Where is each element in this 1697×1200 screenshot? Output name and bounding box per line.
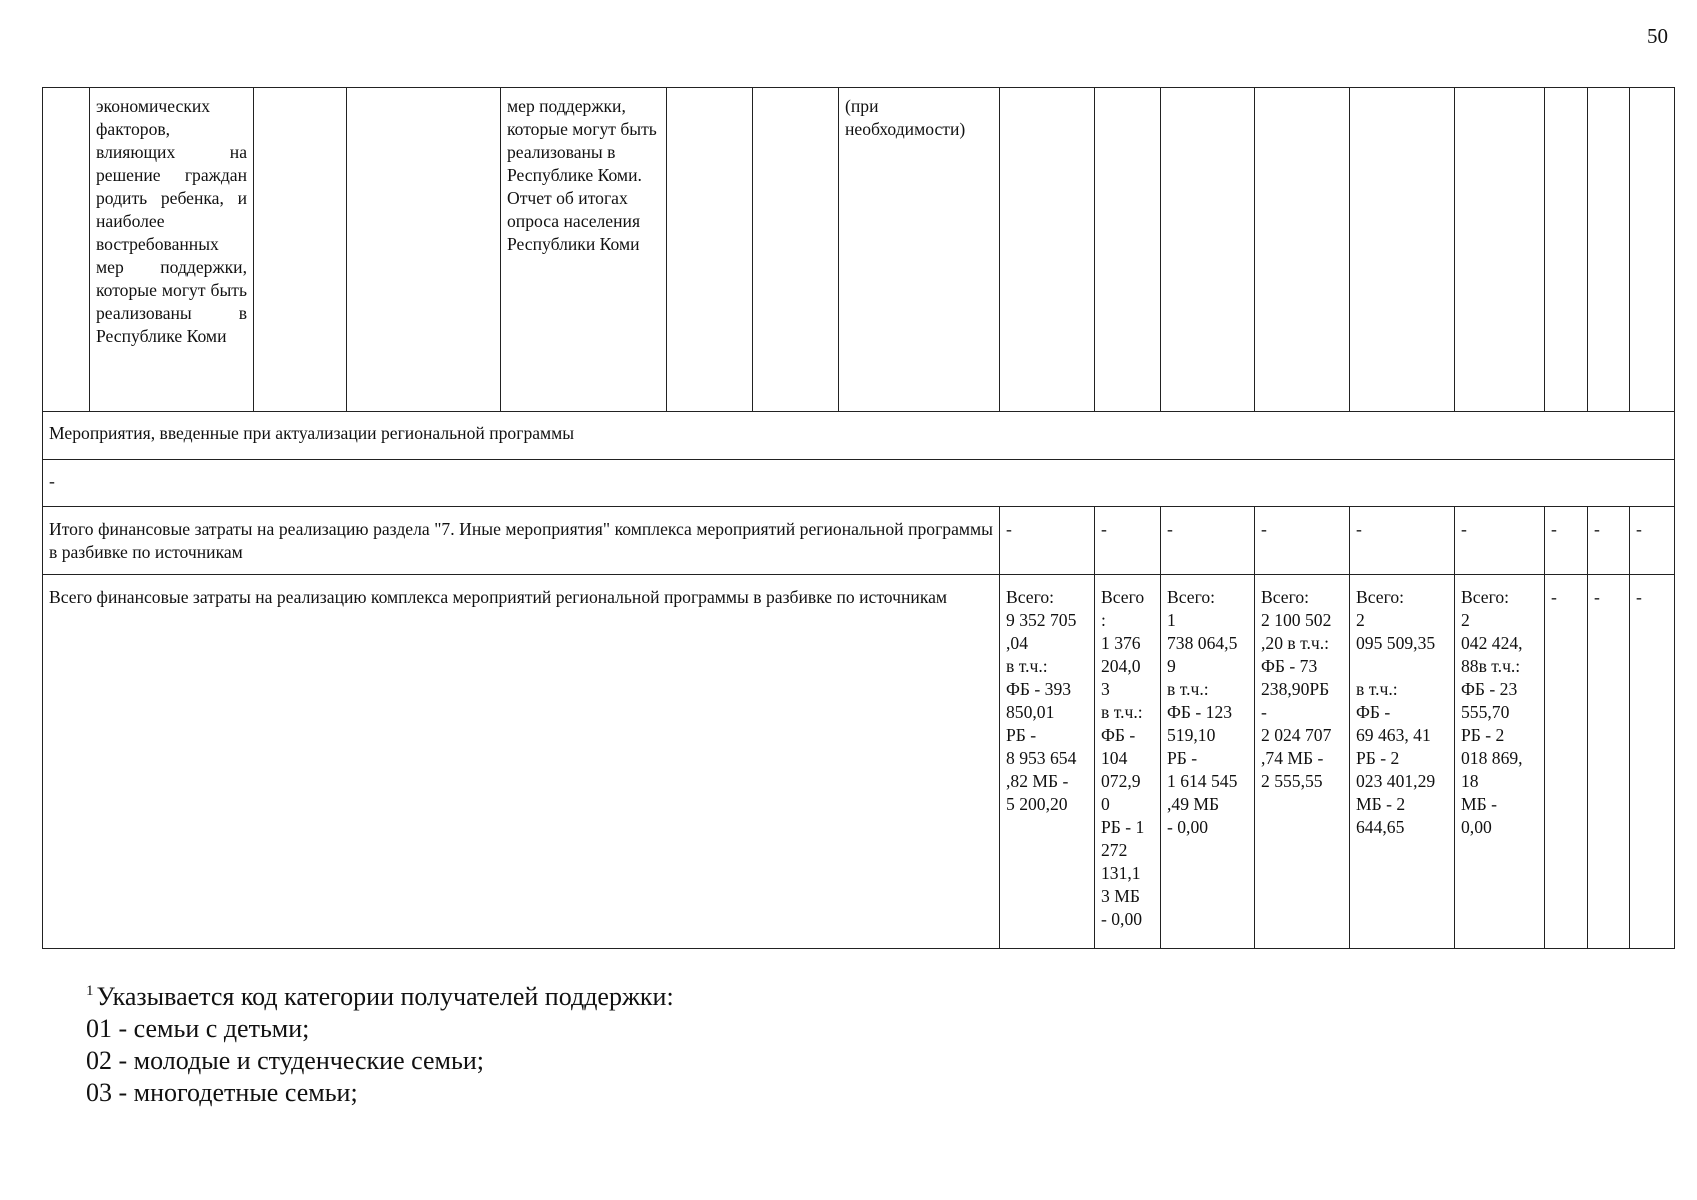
cell-empty [1255, 88, 1350, 412]
table-row-section-heading [43, 412, 1675, 460]
page-number: 50 [1647, 24, 1668, 48]
total-value: - [1545, 575, 1588, 949]
footnote-item: 03 - многодетные семьи; [86, 1078, 358, 1107]
cell-empty [254, 88, 347, 412]
cell-empty [1000, 88, 1095, 412]
total-label: Всего финансовые затраты на реализацию комплекса мероприятий региональной программы в разбивке по источникам [43, 575, 1000, 949]
itogo-value: - [1161, 507, 1255, 575]
empty-dash-cell: - [43, 460, 1675, 507]
footnote-marker: 1 [86, 983, 94, 999]
footnote-item: 02 - молодые и студенческие семьи; [86, 1046, 484, 1075]
total-value: - [1630, 575, 1675, 949]
cell-empty [1161, 88, 1255, 412]
cell-empty [1588, 88, 1630, 412]
cell-note: (при необходимости) [839, 88, 1000, 412]
total-value: Всего: 2 100 502 ,20 в т.ч.: ФБ - 73 238,90РБ - 2 024 707 ,74 МБ - 2 555,55 [1255, 575, 1350, 949]
itogo-value: - [1000, 507, 1095, 575]
footnote-title: Указывается код категории получателей поддержки: [96, 982, 674, 1011]
cell-empty [1455, 88, 1545, 412]
itogo-label: Итого финансовые затраты на реализацию раздела "7. Иные мероприятия" комплекса мероприятий региональной программы в разбивке по источникам [43, 507, 1000, 575]
itogo-value: - [1455, 507, 1545, 575]
total-value: Всего: 1 738 064,5 9 в т.ч.: ФБ - 123 519,10 РБ - 1 614 545 ,49 МБ - 0,00 [1161, 575, 1255, 949]
table-row-total [43, 575, 1675, 949]
cell-empty [1545, 88, 1588, 412]
footnotes [86, 975, 674, 1109]
footnote-title-line [86, 975, 674, 1013]
cell-empty [1095, 88, 1161, 412]
table-row-empty [43, 460, 1675, 507]
total-value: Всего: 9 352 705 ,04 в т.ч.: ФБ - 393 850,01 РБ - 8 953 654 ,82 МБ - 5 200,20 [1000, 575, 1095, 949]
cell-empty [667, 88, 753, 412]
total-value: Всего : 1 376 204,0 3 в т.ч.: ФБ - 104 072,9 0 РБ - 1 272 131,1 3 МБ - 0,00 [1095, 575, 1161, 949]
cell-empty [347, 88, 501, 412]
cell-empty [753, 88, 839, 412]
section-heading: Мероприятия, введенные при актуализации региональной программы [43, 412, 1675, 460]
cell-result: мер поддержки, которые могут быть реализованы в Республике Коми. Отчет об итогах опроса населения Республики Коми [501, 88, 667, 412]
cell-empty [1630, 88, 1675, 412]
cell-number [43, 88, 90, 412]
itogo-value: - [1630, 507, 1675, 575]
itogo-value: - [1545, 507, 1588, 575]
measures-table [42, 87, 1675, 949]
total-value: Всего: 2 042 424, 88в т.ч.: ФБ - 23 555,70 РБ - 2 018 869, 18 МБ - 0,00 [1455, 575, 1545, 949]
total-value: - [1588, 575, 1630, 949]
itogo-value: - [1350, 507, 1455, 575]
table-row-continuation [43, 88, 1675, 412]
itogo-value: - [1095, 507, 1161, 575]
itogo-value: - [1588, 507, 1630, 575]
itogo-value: - [1255, 507, 1350, 575]
cell-empty [1350, 88, 1455, 412]
cell-measure-name: экономических факторов, влияющих на решение граждан родить ребенка, и наиболее востребованных мер поддержки, которые могут быть реализованы в Республике Коми [90, 88, 254, 412]
total-value: Всего: 2 095 509,35 в т.ч.: ФБ - 69 463, 41 РБ - 2 023 401,29 МБ - 2 644,65 [1350, 575, 1455, 949]
table-row-itogo [43, 507, 1675, 575]
footnote-item: 01 - семьи с детьми; [86, 1014, 310, 1043]
